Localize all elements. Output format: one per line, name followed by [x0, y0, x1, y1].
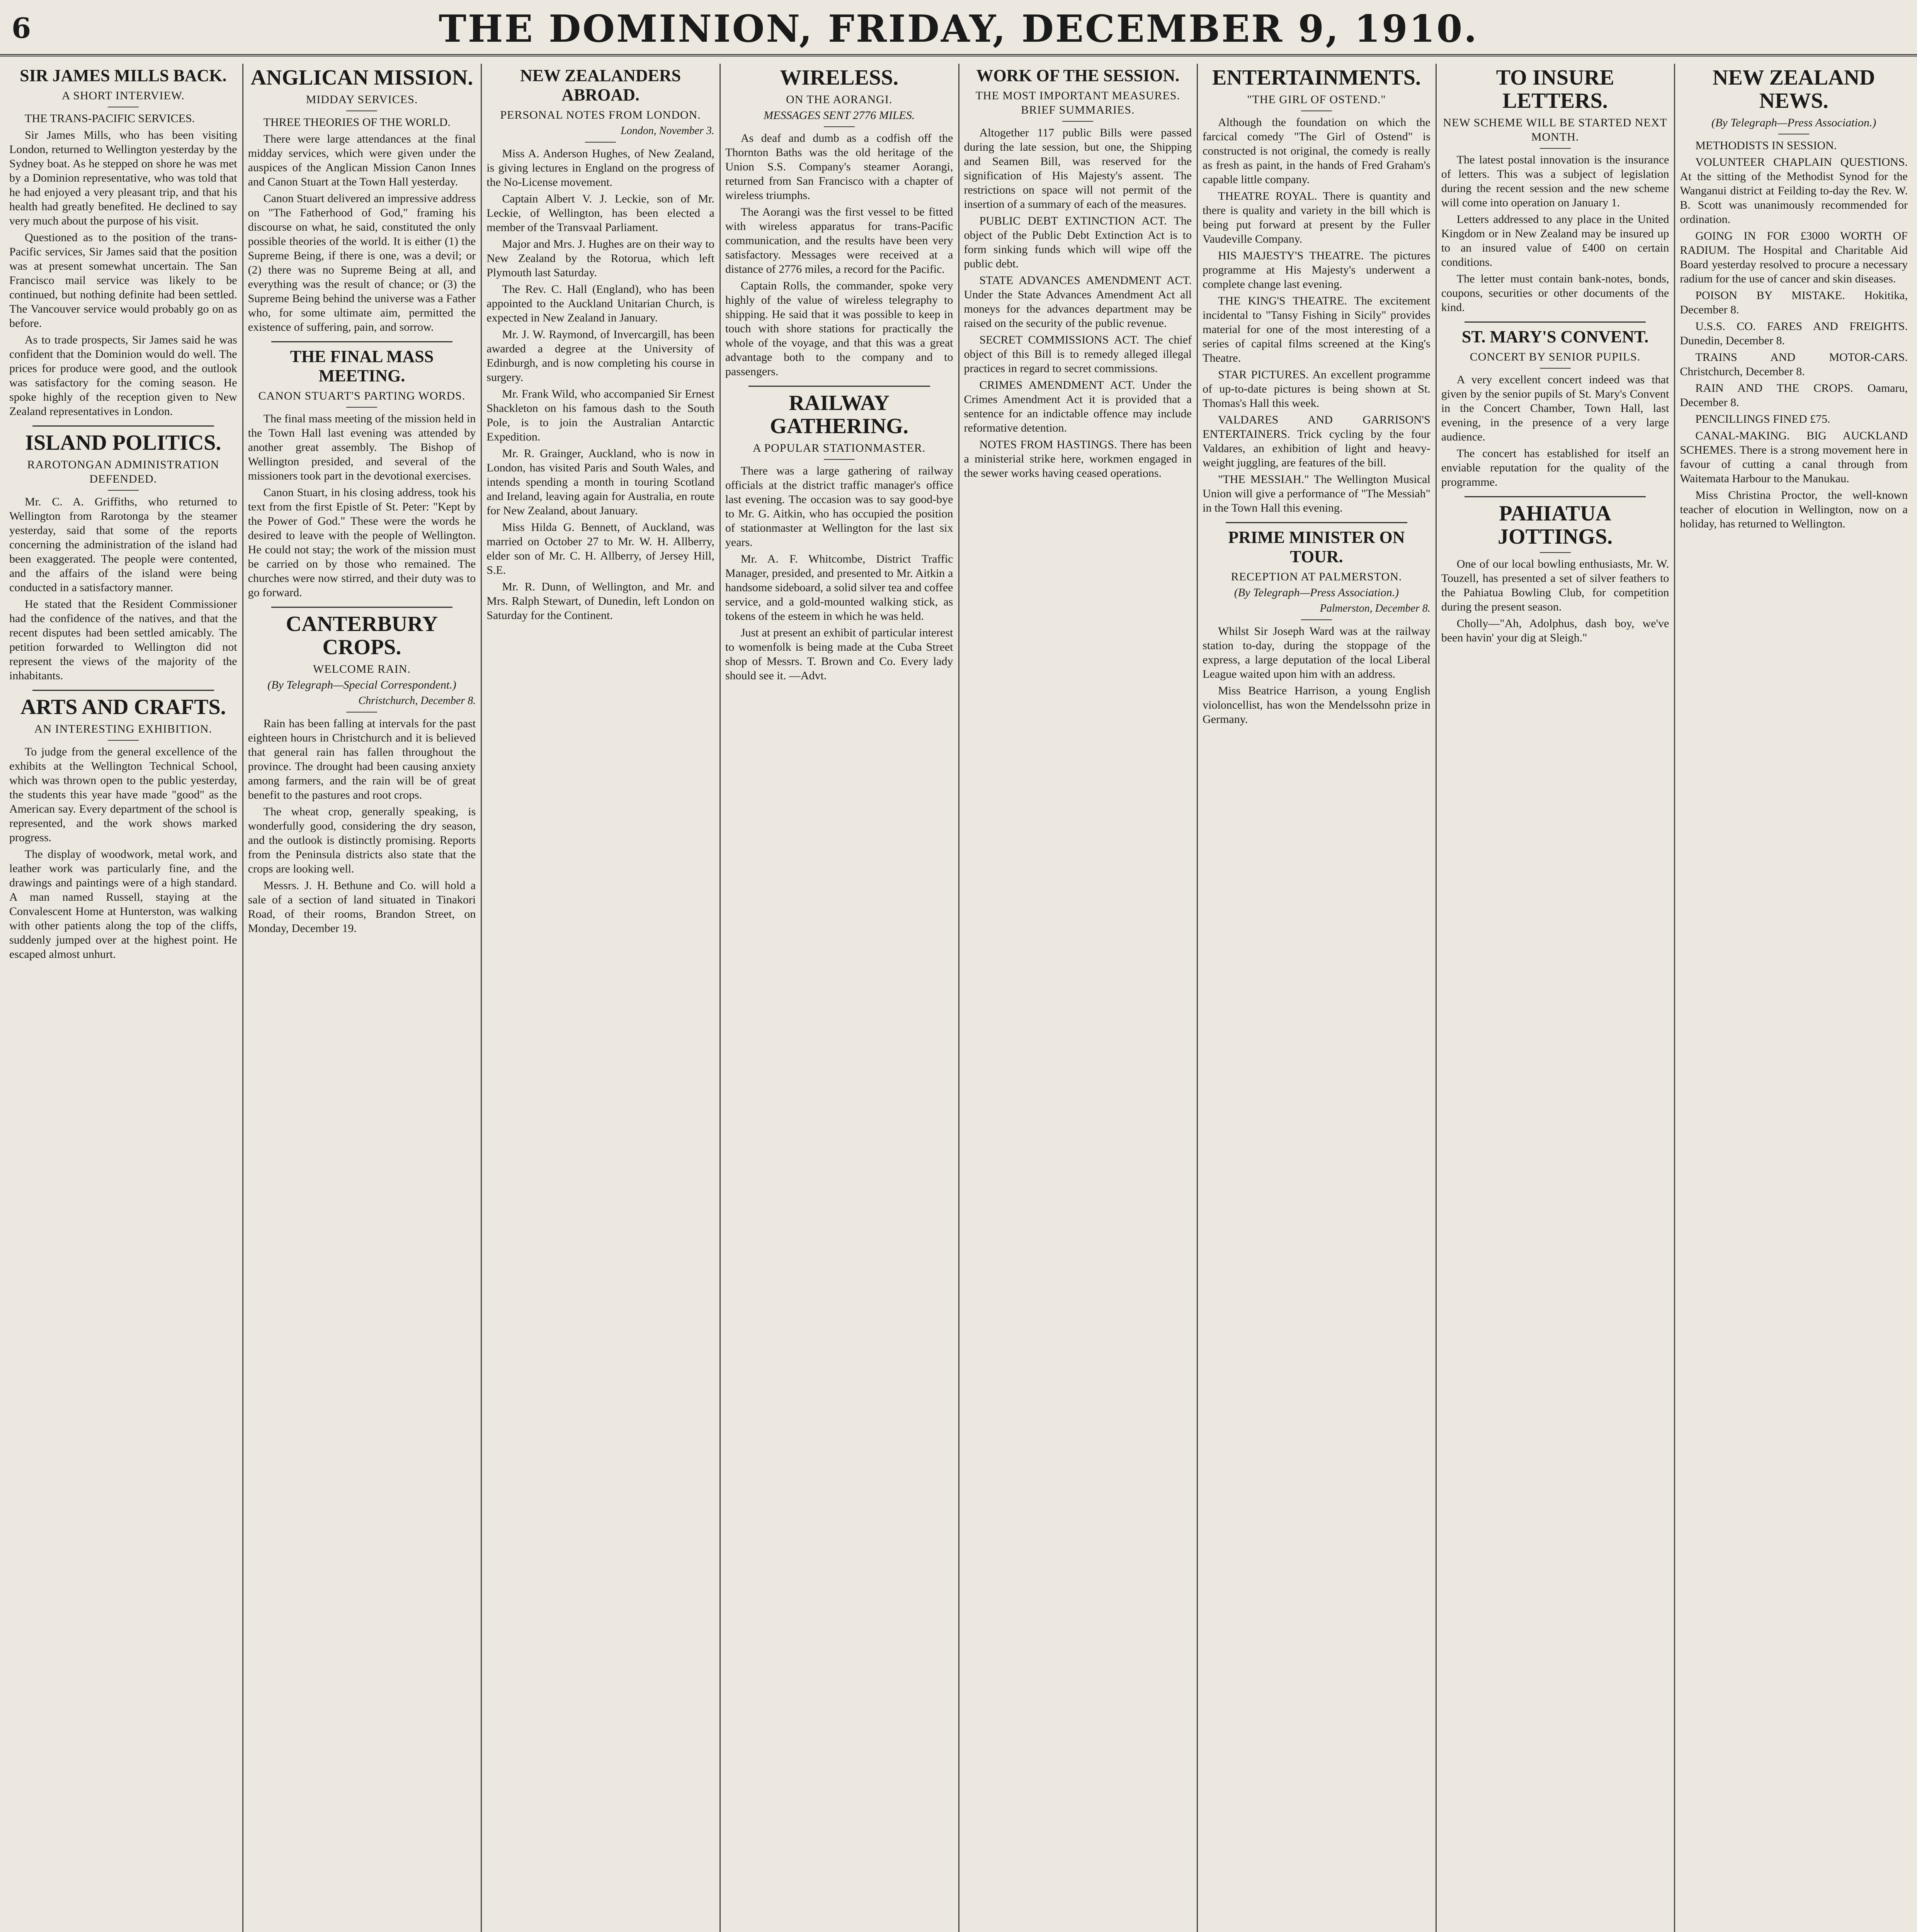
article-paragraph: There was a large gathering of railway officials at the district traffic manager's office last evening. The occasion was to say good-bye to Mr. G. Aitkin, who has occupied the position of stationmaster at Wellington for the last six years. — [725, 464, 953, 549]
article-headline: TO INSURE LETTERS. — [1496, 66, 1614, 113]
article — [725, 66, 953, 379]
article-paragraph: Captain Albert V. J. Leckie, son of Mr. Leckie, of Wellington, has been elected a member of the Transvaal Parliament. — [486, 192, 714, 234]
article — [1441, 321, 1669, 489]
article-paragraph: Captain Rolls, the commander, spoke very highly of the value of wireless telegraphy to shipping. He said that it was possible to keep in touch with shore stations for practically the whole of the voyage, and that this was a great advantage both to the company and to passengers. — [725, 279, 953, 378]
article-paragraph: CRIMES AMENDMENT ACT. Under the Crimes Amendment Act it is provided that a sentence for an indictable offence may include reformative detention. — [964, 379, 1192, 434]
article-subheading: A POPULAR STATIONMASTER. — [752, 442, 926, 454]
article-subheading: MIDDAY SERVICES. — [306, 93, 418, 106]
article-paragraph: Canon Stuart, in his closing address, took his text from the first Epistle of St. Peter: "Kept by the Power of God." These were the words he desired to leave with the people of Wellington. He could not stay; the work of the mission must be carried on by those who remained. The churches were now stirred, and their duty was to go forward. — [248, 486, 476, 599]
article-divider — [1465, 321, 1646, 323]
headline-rule — [585, 142, 616, 143]
headline-rule — [346, 407, 377, 408]
article-subheading: ON THE AORANGI. — [786, 93, 893, 106]
article-paragraph: CANAL-MAKING. BIG AUCKLAND SCHEMES. There is a strong movement here in favour of cutting a canal through from Waitemata Harbour to the Manukau. — [1680, 429, 1908, 485]
article — [248, 341, 476, 600]
article-paragraph: As deaf and dumb as a codfish off the Thornton Baths was the old heritage of the Union S.S. Company's steamer Aorangi, returned from San Francisco with a chapter of wireless triumphs. — [725, 132, 953, 202]
article — [9, 690, 237, 961]
column-rule — [720, 64, 721, 1932]
article — [1441, 66, 1669, 315]
article-paragraph: Whilst Sir Joseph Ward was at the railway station to-day, during the stoppage of the express, a large deputation of the local Liberal League waited upon him with an address. — [1203, 625, 1431, 680]
article-paragraph: METHODISTS IN SESSION. — [1695, 139, 1837, 152]
article-paragraph: Letters addressed to any place in the United Kingdom or in New Zealand may be insured up to an insured value of £400 on certain conditions. — [1441, 213, 1669, 269]
article-divider — [748, 386, 930, 387]
article-headline: NEW ZEALAND NEWS. — [1712, 66, 1875, 113]
article-paragraph: Sir James Mills, who has been visiting London, returned to Wellington yesterday by the Sydney boat. As he stepped on shore he was met by a Dominion representative, who was told that he had enjoyed a very pleasant trip, and that his health had greatly benefited. He declined to say very much about the purpose of his visit. — [9, 129, 237, 227]
article-byline: MESSAGES SENT 2776 MILES. — [764, 109, 915, 122]
article-paragraph: SECRET COMMISSIONS ACT. The chief object of this Bill is to remedy alleged illegal practices in regard to secret commissions. — [964, 333, 1192, 375]
article-headline: ARTS AND CRAFTS. — [20, 695, 226, 719]
column-rule — [1436, 64, 1437, 1932]
article-paragraph: THE KING'S THEATRE. The excitement incidental to "Tansy Fishing in Sicily" provides material for one of the most interesting of a series of capital films screened at the King's Theatre. — [1203, 294, 1431, 364]
article-divider — [271, 341, 453, 342]
article-paragraph: Miss Christina Proctor, the well-known teacher of elocution in Wellington, now on a holiday, has returned to Wellington. — [1680, 489, 1908, 530]
article-paragraph: THE TRANS-PACIFIC SERVICES. — [25, 112, 195, 125]
article-subheading: CONCERT BY SENIOR PUPILS. — [1470, 350, 1641, 363]
page-number: 6 — [12, 12, 31, 44]
article-headline: ST. MARY'S CONVENT. — [1461, 327, 1649, 346]
column-rule — [958, 64, 959, 1932]
headline-rule — [1062, 121, 1093, 122]
headline-rule — [824, 459, 855, 460]
article-paragraph: Miss A. Anderson Hughes, of New Zealand, is giving lectures in England on the progress of the No-License movement. — [486, 147, 714, 189]
article-paragraph: The Aorangi was the first vessel to be fitted with wireless apparatus for trans-Pacific communication, and the results have been very satisfactory. Messages were received at a distance of 2776 miles, a record for the Pacific. — [725, 206, 953, 276]
article — [725, 386, 953, 683]
article — [9, 66, 237, 418]
article-paragraph: Miss Beatrice Harrison, a young English violoncellist, has won the Mendelssohn prize in Germany. — [1203, 684, 1431, 726]
article-paragraph: STAR PICTURES. An excellent programme of up-to-date pictures is being shown at St. Thomas's Hall this week. — [1203, 368, 1431, 410]
article-paragraph: Mr. J. W. Raymond, of Invercargill, has been awarded a degree at the University of Edinburgh, and is now completing his course in surgery. — [486, 328, 714, 384]
article — [9, 425, 237, 683]
article-headline: ANGLICAN MISSION. — [250, 66, 473, 90]
article-subheading: "THE GIRL OF OSTEND." — [1247, 93, 1386, 106]
article-headline: NEW ZEALANDERS ABROAD. — [520, 66, 681, 104]
article-paragraph: POISON BY MISTAKE. Hokitika, December 8. — [1680, 289, 1908, 316]
article-paragraph: A very excellent concert indeed was that given by the senior pupils of St. Mary's Convent in the Concert Chamber, Town Hall, last evening, in the presence of a very large audience. — [1441, 373, 1669, 443]
article — [248, 66, 476, 334]
article-paragraph: To judge from the general excellence of the exhibits at the Wellington Technical School, which was thrown open to the public yesterday, the students this year have made "good" as the American say. Every department of the school is represented, and the work shows marked progress. — [9, 745, 237, 844]
article-subheading: A SHORT INTERVIEW. — [61, 89, 185, 102]
article-subheading: AN INTERESTING EXHIBITION. — [34, 723, 212, 735]
article-paragraph: He stated that the Resident Commissioner had the confidence of the natives, and that the recent disputes had been settled amicably. The petition forwarded to Wellington did not represent the views of the majority of the inhabitants. — [9, 598, 237, 682]
article-paragraph: Although the foundation on which the farcical comedy "The Girl of Ostend" is constructed is not original, the comedy is really as fresh as paint, in the hands of Fred Graham's capable little company. — [1203, 116, 1431, 186]
article-paragraph: The Rev. C. Hall (England), who has been appointed to the Auckland Unitarian Church, is expected in New Zealand in January. — [486, 283, 714, 324]
column-6 — [1203, 64, 1431, 1932]
headline-rule — [1301, 619, 1332, 620]
article-divider — [32, 690, 214, 691]
article-headline: RAILWAY GATHERING. — [770, 391, 908, 438]
column-rule — [242, 64, 243, 1932]
article-paragraph: Altogether 117 public Bills were passed during the late session, but one, the Shipping and Seamen Bill, was reserved for the signification of His Majesty's assent. The restrictions on space will not permit of the insertion of a summary of each of the measures. — [964, 126, 1192, 211]
article-paragraph: THEATRE ROYAL. There is quantity and there is quality and variety in the bill which is being put forward at present by the Fuller Vaudeville Company. — [1203, 190, 1431, 245]
article-paragraph: Questioned as to the position of the trans-Pacific services, Sir James said that the position was at present somewhat uncertain. The San Francisco mail service was likely to be continued, but nothing definite had been settled. The Vancouver service would probably go on as before. — [9, 231, 237, 330]
article — [1680, 66, 1908, 531]
masthead — [0, 0, 1917, 56]
article-divider — [1465, 496, 1646, 497]
column-3 — [486, 64, 714, 1932]
column-5 — [964, 64, 1192, 1932]
article-paragraph: The wheat crop, generally speaking, is wonderfully good, considering the dry season, and the outlook is distinctly promising. Reports from the Peninsula districts also state that the crops are looking well. — [248, 805, 476, 875]
headline-rule — [108, 740, 139, 741]
article-subheading: RECEPTION AT PALMERSTON. — [1231, 570, 1402, 583]
article-byline: (By Telegraph—Press Association.) — [1234, 586, 1399, 599]
article-headline: SIR JAMES MILLS BACK. — [20, 66, 227, 85]
column-1 — [9, 64, 237, 1932]
article-headline: CANTERBURY CROPS. — [286, 612, 438, 659]
article-subheading: RAROTONGAN ADMINISTRATION DEFENDED. — [27, 458, 219, 485]
article-paragraph: Mr. R. Dunn, of Wellington, and Mr. and Mrs. Ralph Stewart, of Dunedin, left London on Saturday for the Continent. — [486, 580, 714, 622]
article-paragraph: Messrs. J. H. Bethune and Co. will hold a sale of a section of land situated in Tinakori Road, of their rooms, Brandon Street, on Monday, December 19. — [248, 879, 476, 935]
column-2 — [248, 64, 476, 1932]
article-paragraph: Mr. Frank Wild, who accompanied Sir Ernest Shackleton on his famous dash to the South Pole, is to join the Australian Antarctic Expedition. — [486, 388, 714, 443]
column-8 — [1680, 64, 1908, 1932]
column-rule — [1674, 64, 1675, 1932]
article-paragraph: Major and Mrs. J. Hughes are on their way to New Zealand by the Rotorua, which left Plymouth last Saturday. — [486, 238, 714, 279]
article-paragraph: NOTES FROM HASTINGS. There has been a ministerial strike here, workmen engaged in the sewer works having ceased operations. — [964, 438, 1192, 480]
article-paragraph: Rain has been falling at intervals for the past eighteen hours in Christchurch and it is believed that general rain has fallen throughout the province. The drought had been causing anxiety among farmers, and the rain will be of great benefit to the pastures and root crops. — [248, 717, 476, 801]
article-headline: WIRELESS. — [780, 66, 898, 90]
article-paragraph: One of our local bowling enthusiasts, Mr. W. Touzell, has presented a set of silver feathers to the Pahiatua Bowling Club, for competition during the present season. — [1441, 558, 1669, 613]
article-subheading: CANON STUART'S PARTING WORDS. — [258, 389, 466, 402]
article — [486, 66, 714, 622]
article-headline: THE FINAL MASS MEETING. — [290, 347, 434, 385]
column-7 — [1441, 64, 1669, 1932]
article-divider — [32, 425, 214, 427]
article-paragraph: Mr. A. F. Whitcombe, District Traffic Manager, presided, and presented to Mr. Aitkin a handsome sideboard, a solid silver tea and coffee service, and a gold-mounted walking stick, as tokens of the esteem in which he was held. — [725, 553, 953, 622]
article-byline: (By Telegraph—Special Correspondent.) — [267, 679, 456, 691]
article-paragraph: Mr. R. Grainger, Auckland, who is now in London, has visited Paris and South Wales, and intends spending a month in touring Scotland and Ireland, leaving again for Australia, en route for New Zealand, about January. — [486, 447, 714, 517]
article-paragraph: U.S.S. CO. FARES AND FREIGHTS. Dunedin, December 8. — [1680, 320, 1908, 347]
article-paragraph: There were large attendances at the final midday services, which were given under the auspices of the Anglican Mission Canon Innes and Canon Stuart at the Town Hall yesterday. — [248, 133, 476, 188]
article — [1203, 522, 1431, 726]
article-paragraph: Just at present an exhibit of particular interest to womenfolk is being made at the Cuba Street shop of Messrs. T. Brown and Co. Every lady should see it. —Advt. — [725, 626, 953, 682]
article-subheading: THE MOST IMPORTANT MEASURES. BRIEF SUMMARIES. — [975, 89, 1180, 116]
article-dateline: London, November 3. — [621, 125, 714, 137]
article-divider — [1226, 522, 1407, 523]
headline-rule — [824, 126, 855, 127]
headline-rule — [1540, 552, 1571, 553]
article-paragraph: As to trade prospects, Sir James said he was confident that the Dominion would do well. The prices for produce were good, and the outlook was satisfactory for the coming season. He spoke highly of the reception given to New Zealand representatives in London. — [9, 333, 237, 418]
article-paragraph: The display of woodwork, metal work, and leather work was particularly fine, and the drawings and paintings were of a high standard. A man named Russell, staying at the Convalescent Home at Hunterston, was walking with other patients along the top of the cliffs, suddenly jumped over at the highest point. He escaped almost unhurt. — [9, 848, 237, 961]
article — [1203, 66, 1431, 515]
article-subheading: PERSONAL NOTES FROM LONDON. — [500, 109, 701, 121]
article-paragraph: GOING IN FOR £3000 WORTH OF RADIUM. The Hospital and Charitable Aid Board yesterday resolved to procure a necessary radium for the use of cancer and skin diseases. — [1680, 230, 1908, 285]
headline-rule — [346, 712, 377, 713]
article-dateline: Palmerston, December 8. — [1320, 602, 1431, 614]
article-paragraph: THREE THEORIES OF THE WORLD. — [263, 116, 451, 129]
headline-rule — [1540, 148, 1571, 149]
article-subheading: NEW SCHEME WILL BE STARTED NEXT MONTH. — [1443, 116, 1667, 143]
article-paragraph: Miss Hilda G. Bennett, of Auckland, was married on October 27 to Mr. W. H. Allberry, elder son of Mr. C. H. Allberry, of Jersey Hill, S.E. — [486, 521, 714, 577]
article-headline: ENTERTAINMENTS. — [1212, 66, 1421, 90]
article-paragraph: STATE ADVANCES AMENDMENT ACT. Under the State Advances Amendment Act all moneys for the advances department may be raised on the security of the public revenue. — [964, 274, 1192, 330]
column-rule — [1197, 64, 1198, 1932]
article — [1441, 496, 1669, 645]
article-paragraph: TRAINS AND MOTOR-CARS. Christchurch, December 8. — [1680, 351, 1908, 378]
article-paragraph: Canon Stuart delivered an impressive address on "The Fatherhood of God," framing his discourse on what, he said, constituted the only possible theories of the world. It is either (1) the Supreme Being, if there is one, was a devil; or (2) there was no Supreme Being at all, and everything was the result of chance; or (3) the Supreme Being behind the universe was a Father who, for some ultimate aim, permitted the existence of suffering, pain, and sorrow. — [248, 192, 476, 333]
article-paragraph: Cholly—"Ah, Adolphus, dash boy, we've been havin' your dig at Sleigh." — [1441, 617, 1669, 644]
masthead-title: THE DOMINION, FRIDAY, DECEMBER 9, 1910. — [439, 7, 1478, 51]
article-paragraph: The latest postal innovation is the insurance of letters. This was a subject of legislation during the recent session and the new scheme will come into operation on January 1. — [1441, 153, 1669, 209]
article-paragraph: RAIN AND THE CROPS. Oamaru, December 8. — [1680, 382, 1908, 409]
headline-rule — [1540, 368, 1571, 369]
article-paragraph: The letter must contain bank-notes, bonds, coupons, securities or other documents of the kind. — [1441, 272, 1669, 314]
article-dateline: Christchurch, December 8. — [358, 695, 476, 707]
article — [964, 66, 1192, 480]
article-paragraph: PUBLIC DEBT EXTINCTION ACT. The object of the Public Debt Extinction Act is to form sinking funds which will wipe off the public debt. — [964, 214, 1192, 270]
article-headline: WORK OF THE SESSION. — [976, 66, 1180, 85]
article-subheading: WELCOME RAIN. — [313, 663, 411, 675]
article-paragraph: VALDARES AND GARRISON'S ENTERTAINERS. Trick cycling by the four Valdares, an exhibition of light and heavy-weight juggling, are features of the bill. — [1203, 413, 1431, 469]
article-paragraph: The concert has established for itself an enviable reputation for the quality of the programme. — [1441, 447, 1669, 488]
article-byline: (By Telegraph—Press Association.) — [1711, 116, 1876, 129]
article-paragraph: The final mass meeting of the mission held in the Town Hall last evening was attended by another great assembly. The Bishop of Wellington presided, and several of the missioners took part in the devotional exercises. — [248, 412, 476, 482]
column-rule — [481, 64, 482, 1932]
column-4 — [725, 64, 953, 1932]
article-headline: PAHIATUA JOTTINGS. — [1497, 502, 1613, 549]
article — [248, 607, 476, 935]
article-divider — [271, 607, 453, 608]
headline-rule — [108, 490, 139, 491]
article-paragraph: Mr. C. A. Griffiths, who returned to Wellington from Rarotonga by the steamer yesterday, said that some of the reports concerning the administration of the island had been exaggerated. The people were contented, and the affairs of the island were being conducted in a satisfactory manner. — [9, 495, 237, 594]
article-paragraph: VOLUNTEER CHAPLAIN QUESTIONS. At the sitting of the Methodist Synod for the Wanganui district at Feilding to-day the Rev. W. B. Scott was unanimously recommended for ordination. — [1680, 156, 1908, 226]
article-paragraph: HIS MAJESTY'S THEATRE. The pictures programme at His Majesty's underwent a complete change last evening. — [1203, 249, 1431, 291]
article-paragraph: PENCILLINGS FINED £75. — [1695, 413, 1830, 425]
article-paragraph: "THE MESSIAH." The Wellington Musical Union will give a performance of "The Messiah" in the Town Hall this evening. — [1203, 473, 1431, 514]
article-headline: ISLAND POLITICS. — [25, 431, 221, 455]
article-headline: PRIME MINISTER ON TOUR. — [1228, 528, 1405, 566]
